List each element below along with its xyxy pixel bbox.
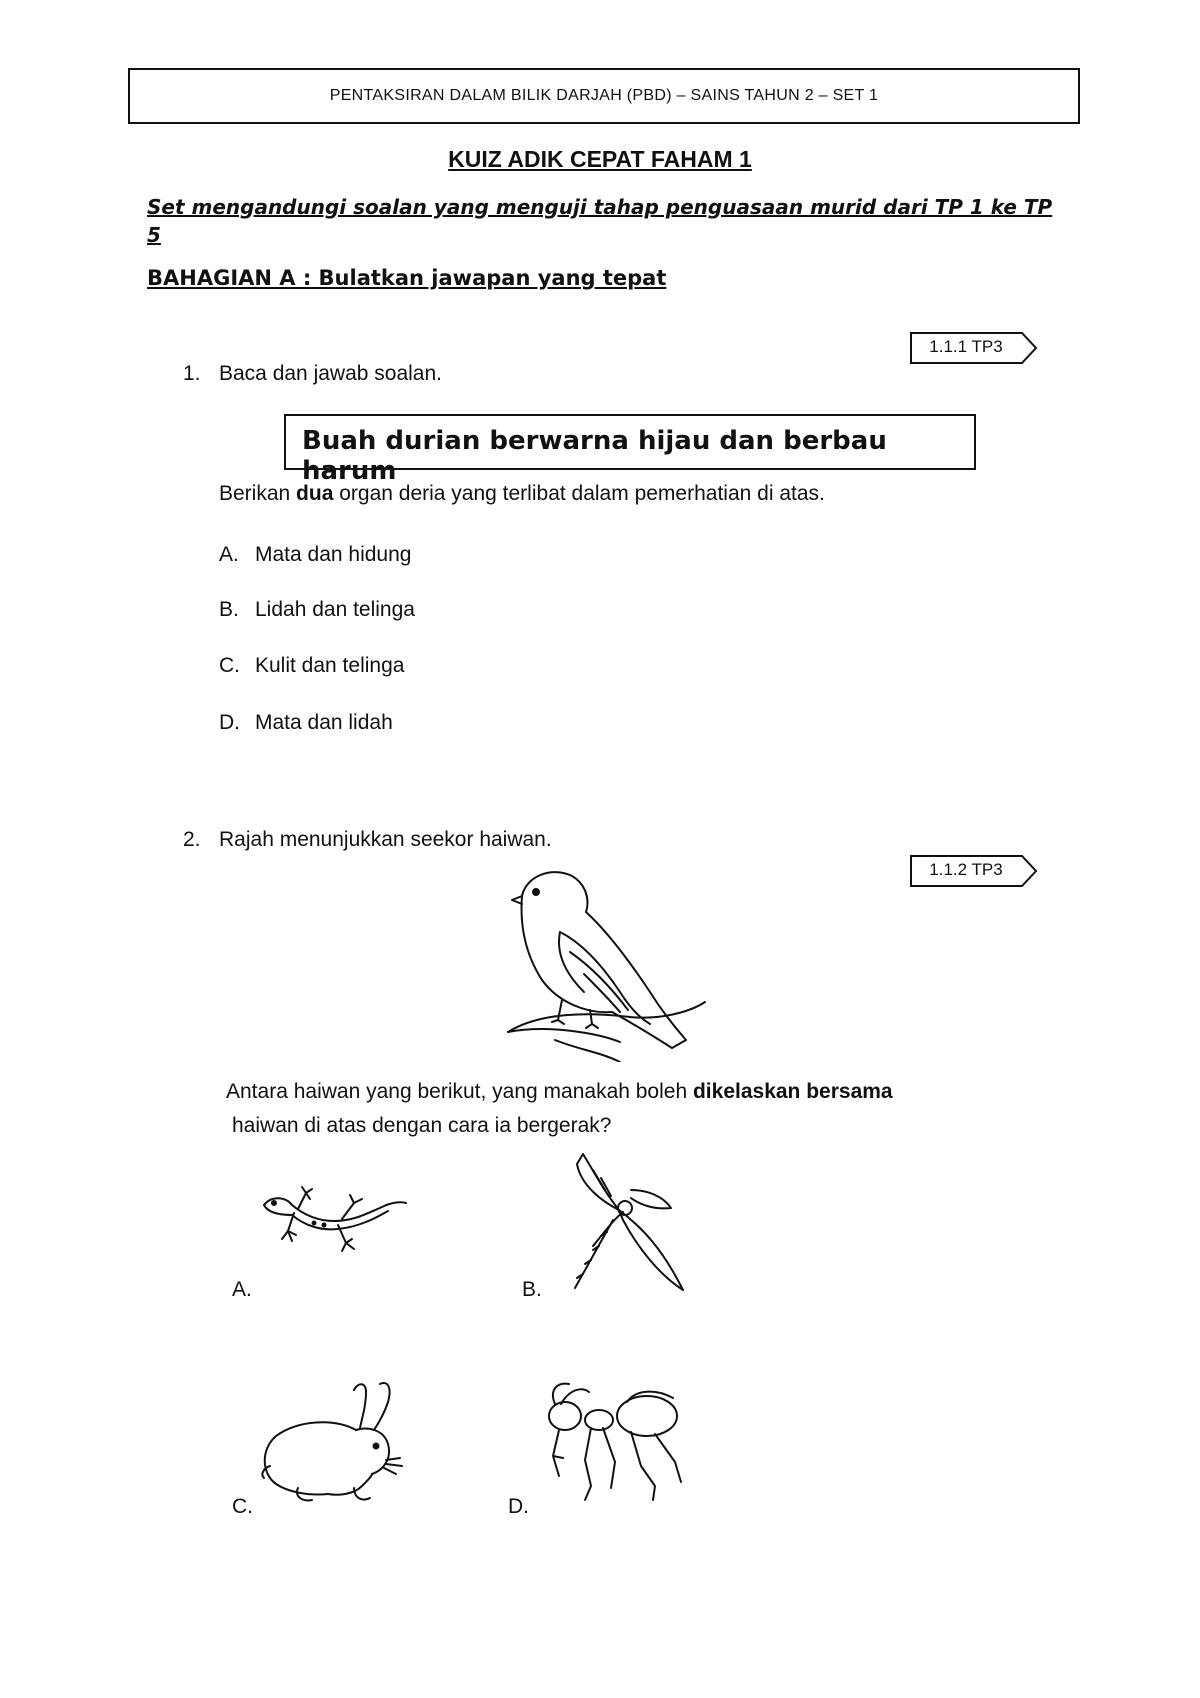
q2-instruction-line1 xyxy=(226,1080,893,1104)
q1-prompt: Baca dan jawab soalan. xyxy=(219,362,442,385)
option-letter: D. xyxy=(219,711,240,734)
bird-icon xyxy=(500,862,720,1062)
q2-prompt: Rajah menunjukkan seekor haiwan. xyxy=(219,828,552,851)
header-title: PENTAKSIRAN DALAM BILIK DARJAH (PBD) – SAINS TAHUN 2 – SET 1 xyxy=(329,87,879,104)
q2-option-c-label[interactable]: C. xyxy=(232,1495,253,1518)
option-text: Mata dan hidung xyxy=(255,543,412,566)
q1-instruction-bold: dua xyxy=(296,482,334,505)
ant-icon[interactable] xyxy=(535,1376,695,1506)
option-letter: A. xyxy=(219,543,239,566)
q1-option-b[interactable] xyxy=(219,598,415,622)
q2-option-a-label[interactable]: A. xyxy=(232,1278,252,1301)
q1-number: 1. xyxy=(183,362,201,385)
q1-instruction xyxy=(219,482,825,506)
q1-option-a[interactable] xyxy=(219,543,411,567)
q2-tag xyxy=(910,855,1038,885)
header-box xyxy=(128,68,1080,124)
q2-option-d-label[interactable]: D. xyxy=(508,1495,529,1518)
quiz-title: KUIZ ADIK CEPAT FAHAM 1 xyxy=(448,146,752,172)
option-letter: C. xyxy=(219,654,240,677)
q2-option-b-label[interactable]: B. xyxy=(522,1278,542,1301)
q1-option-c[interactable] xyxy=(219,654,404,678)
lizard-icon[interactable] xyxy=(258,1185,408,1265)
option-text: Kulit dan telinga xyxy=(255,654,405,677)
dragonfly-icon[interactable] xyxy=(553,1150,703,1300)
q1-option-d[interactable] xyxy=(219,711,393,735)
q2-tag-label: 1.1.2 TP3 xyxy=(929,860,1003,879)
option-text: Lidah dan telinga xyxy=(255,598,415,621)
q1-instruction-post: organ deria yang terlibat dalam pemerhatian di atas. xyxy=(333,482,825,505)
q1-statement: Buah durian berwarna hijau dan berbau harum xyxy=(302,426,887,486)
q1-statement-box xyxy=(284,414,976,486)
q2-instruction-bold: dikelaskan bersama xyxy=(692,1080,893,1103)
q1-tag-label: 1.1.1 TP3 xyxy=(929,337,1003,356)
quiz-subtitle: Set mengandungi soalan yang menguji tahap penguasaan murid dari TP 1 ke TP 5 xyxy=(147,195,1053,247)
q1-instruction-pre: Berikan xyxy=(219,482,297,505)
q1-tag xyxy=(910,332,1038,362)
q2-instruction-pre: Antara haiwan yang berikut, yang manakah boleh xyxy=(226,1080,693,1103)
q2-instruction-line2: haiwan di atas dengan cara ia bergerak? xyxy=(232,1114,612,1137)
q2-number: 2. xyxy=(183,828,201,851)
section-heading: BAHAGIAN A : Bulatkan jawapan yang tepat xyxy=(147,266,667,290)
rabbit-icon[interactable] xyxy=(258,1378,418,1508)
option-letter: B. xyxy=(219,598,239,621)
option-text: Mata dan lidah xyxy=(255,711,393,734)
